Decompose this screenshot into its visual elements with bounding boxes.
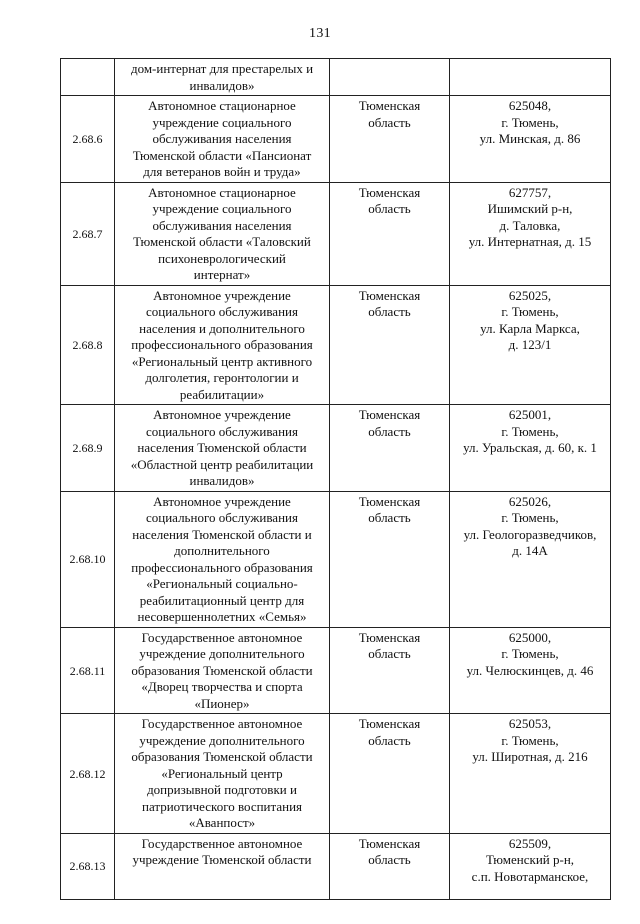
address-cell-line: г. Тюмень, (501, 114, 559, 130)
address-cell-line: ул. Геологоразведчиков, (463, 526, 597, 542)
institution-name-cell (115, 405, 330, 492)
region-cell-line: Тюменская (358, 98, 421, 113)
institution-name-cell-line: социального обслуживания (146, 423, 298, 439)
page-number: 131 (309, 26, 331, 41)
row-number-cell: 2.68.10 (61, 491, 115, 627)
row-number-cell: 2.68.8 (61, 285, 115, 405)
institution-name-cell-line: дом-интернат для престарелых и (130, 61, 314, 76)
table-row (61, 182, 611, 285)
address-cell-line: Ишимский р-н, (487, 201, 573, 216)
address-cell-line: ул. Челюскинцев, д. 46 (466, 662, 594, 678)
institution-name-cell-line: Автономное стационарное (148, 184, 296, 200)
institution-name-cell-line: дополнительного (174, 543, 270, 558)
institution-name-cell-line: образования Тюменской области (131, 662, 313, 678)
address-cell (450, 833, 611, 899)
region-cell-line: Тюменская (358, 835, 421, 851)
table-row (61, 59, 611, 96)
row-number-cell: 2.68.6 (61, 96, 115, 183)
institution-name-cell-line: интернат» (193, 267, 251, 282)
institutions-table (60, 58, 611, 900)
institution-name-cell (115, 96, 330, 183)
address-cell-line: г. Тюмень, (501, 423, 559, 439)
region-cell (330, 833, 450, 899)
table-row (61, 405, 611, 492)
region-cell-line: область (368, 646, 411, 661)
institution-name-cell-line: Государственное автономное (141, 835, 303, 851)
table-row (61, 714, 611, 834)
address-cell-line: 625053, (508, 716, 552, 731)
address-cell-line: 625509, (508, 835, 552, 851)
institution-name-cell (115, 833, 330, 899)
institution-name-cell-line: населения и дополнительного (139, 320, 305, 336)
address-cell (450, 491, 611, 627)
institution-name-cell-line: «Пионер» (194, 695, 250, 711)
region-cell (330, 96, 450, 183)
institution-name-cell-line: профессионального образования (131, 337, 313, 352)
row-number-cell: 2.68.12 (61, 714, 115, 834)
table-row (61, 491, 611, 627)
institution-name-cell-line: населения Тюменской области и (132, 526, 312, 542)
table-row (61, 833, 611, 899)
address-cell (450, 285, 611, 405)
institution-name-cell-line: учреждение социального (152, 201, 292, 216)
institution-name-cell-line: населения Тюменской области (137, 440, 307, 455)
institution-name-cell-line: Тюменской области «Пансионат (132, 147, 312, 163)
address-cell-line: 627757, (508, 184, 552, 200)
row-number-cell (61, 59, 115, 96)
row-number-cell: 2.68.11 (61, 627, 115, 714)
region-cell-line: Тюменская (358, 716, 421, 731)
institution-name-cell-line: реабилитации» (179, 386, 265, 402)
address-cell-line: ул. Уральская, д. 60, к. 1 (463, 440, 597, 455)
institution-name-cell-line: Автономное учреждение (153, 407, 291, 422)
institution-name-cell-line: реабилитационный центр для (139, 592, 305, 608)
institution-name-cell-line: образования Тюменской области (131, 749, 313, 764)
institution-name-cell-line: социального обслуживания (146, 510, 298, 525)
row-number-cell: 2.68.9 (61, 405, 115, 492)
address-cell-line: г. Тюмень, (501, 304, 559, 319)
address-cell-line: д. Таловка, (499, 217, 561, 233)
region-cell (330, 627, 450, 714)
address-cell (450, 182, 611, 285)
institution-name-cell-line: Автономное учреждение (153, 287, 291, 303)
address-cell-line: ул. Интернатная, д. 15 (468, 234, 592, 249)
table-body (61, 59, 611, 900)
address-cell (450, 59, 611, 96)
institution-name-cell-line: допризывной подготовки и (147, 782, 297, 797)
address-cell-line: 625025, (508, 287, 552, 303)
institution-name-cell-line: Государственное автономное (141, 629, 303, 645)
institution-name-cell-line: «Региональный центр (161, 765, 283, 781)
institution-name-cell-line: инвалидов» (189, 77, 255, 93)
institution-name-cell-line: профессионального образования (131, 559, 313, 575)
institution-name-cell-line: учреждение социального (152, 114, 292, 130)
region-cell-line: область (368, 114, 411, 130)
institution-name-cell-line: «Дворец творчества и спорта (141, 679, 303, 694)
institution-name-cell-line: долголетия, геронтологии и (145, 370, 299, 385)
address-cell (450, 405, 611, 492)
table-row (61, 627, 611, 714)
region-cell (330, 285, 450, 405)
institution-name-cell-line: «Региональный центр активного (131, 353, 313, 369)
institution-name-cell-line: обслуживания населения (152, 217, 292, 233)
address-cell-line: 625001, (508, 407, 552, 422)
address-cell-line: д. 14А (512, 543, 548, 558)
address-cell-line: ул. Широтная, д. 216 (472, 749, 588, 764)
institution-name-cell-line: «Аванпост» (188, 815, 256, 830)
region-cell-line: Тюменская (358, 407, 421, 422)
institution-name-cell-line: обслуживания населения (152, 131, 292, 146)
institution-name-cell (115, 491, 330, 627)
address-cell (450, 714, 611, 834)
address-cell-line: Тюменский р-н, (485, 852, 575, 867)
region-cell-line: область (368, 732, 411, 748)
institution-name-cell-line: несовершеннолетних «Семья» (137, 609, 307, 624)
address-cell-line: 625026, (508, 493, 552, 509)
institution-name-cell-line: Тюменской области «Таловский (133, 234, 311, 249)
address-cell-line: г. Тюмень, (501, 646, 559, 661)
row-number-cell: 2.68.13 (61, 833, 115, 899)
address-cell (450, 96, 611, 183)
institution-name-cell-line: для ветеранов войн и труда» (143, 164, 301, 179)
region-cell (330, 59, 450, 96)
institution-name-cell-line: психоневрологический (158, 250, 286, 266)
institution-name-cell-line: Государственное автономное (141, 716, 303, 731)
region-cell-line: область (368, 201, 411, 216)
table-row (61, 96, 611, 183)
address-cell-line: 625048, (508, 98, 552, 113)
institution-name-cell-line: инвалидов» (189, 473, 255, 488)
institution-name-cell-line: учреждение Тюменской области (132, 852, 312, 867)
region-cell-line: Тюменская (358, 184, 421, 200)
institution-name-cell (115, 714, 330, 834)
institution-name-cell-line: «Региональный социально- (146, 576, 298, 591)
region-cell (330, 182, 450, 285)
address-cell-line: г. Тюмень, (501, 510, 559, 525)
institution-name-cell-line: патриотического воспитания (141, 798, 303, 814)
institution-name-cell (115, 182, 330, 285)
region-cell (330, 714, 450, 834)
institution-name-cell-line: Автономное стационарное (148, 98, 296, 113)
region-cell-line: Тюменская (358, 629, 421, 645)
region-cell-line: Тюменская (358, 287, 421, 303)
region-cell-line: область (368, 423, 411, 439)
address-cell-line: г. Тюмень, (501, 732, 559, 748)
institution-name-cell-line: учреждение дополнительного (139, 646, 305, 661)
institution-name-cell (115, 285, 330, 405)
region-cell-line: область (368, 852, 411, 867)
institution-name-cell (115, 59, 330, 96)
institution-name-cell (115, 627, 330, 714)
institution-name-cell-line: «Областной центр реабилитации (130, 456, 314, 472)
address-cell-line: д. 123/1 (508, 337, 552, 352)
row-number-cell: 2.68.7 (61, 182, 115, 285)
region-cell (330, 405, 450, 492)
address-cell-line: с.п. Новотарманское, (471, 868, 589, 884)
region-cell (330, 491, 450, 627)
institution-name-cell-line: учреждение дополнительного (139, 732, 305, 748)
address-cell-line: ул. Карла Маркса, (480, 320, 580, 336)
institution-name-cell-line: Автономное учреждение (153, 493, 291, 509)
table-row (61, 285, 611, 405)
region-cell-line: область (368, 510, 411, 525)
region-cell-line: Тюменская (358, 493, 421, 509)
region-cell-line: область (368, 304, 411, 319)
address-cell-line: 625000, (508, 629, 552, 645)
address-cell (450, 627, 611, 714)
institution-name-cell-line: социального обслуживания (146, 304, 298, 319)
address-cell-line: ул. Минская, д. 86 (479, 131, 581, 146)
